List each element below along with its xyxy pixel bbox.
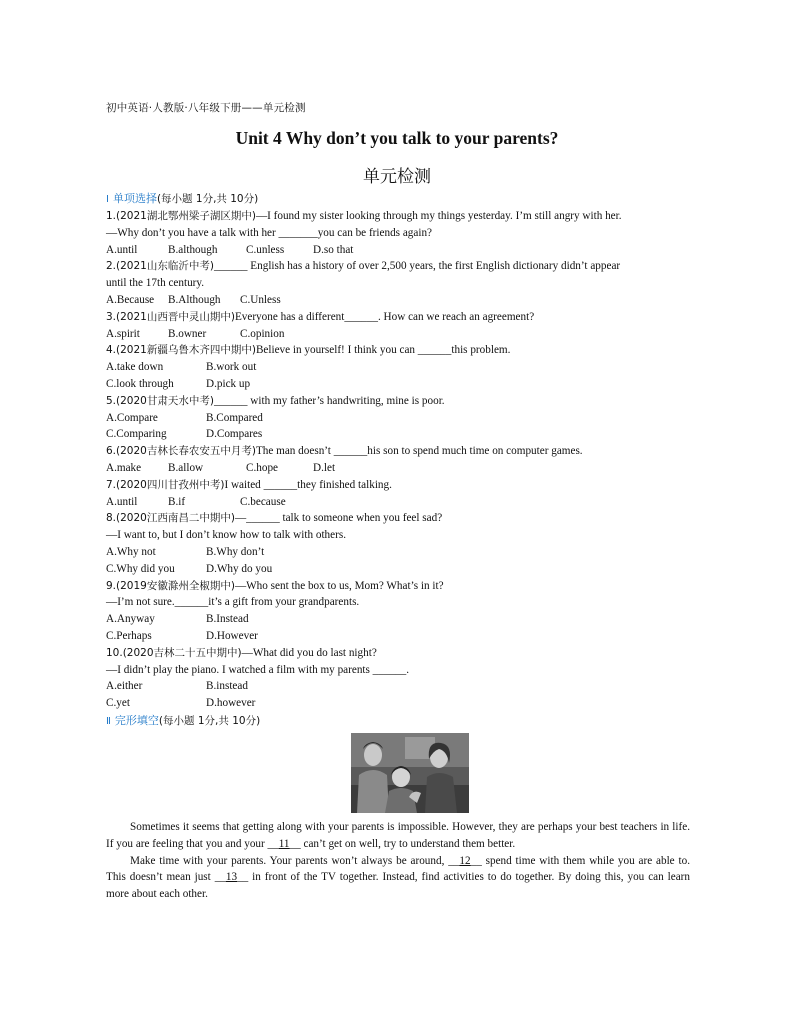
question-stem bbox=[106, 208, 706, 225]
question-source: 4.(2021新疆乌鲁木齐四中期中) bbox=[106, 344, 256, 357]
option-row bbox=[106, 410, 706, 427]
answer-option: D.let bbox=[313, 461, 336, 474]
question-text: —______ talk to someone when you feel sad? bbox=[234, 512, 443, 525]
answer-option: D.Compares bbox=[206, 428, 263, 441]
question-source: 3.(2021山西晋中灵山期中) bbox=[106, 310, 235, 323]
answer-option: B.although bbox=[168, 243, 218, 256]
answer-option: A.Because bbox=[106, 293, 155, 306]
question-source: 8.(2020江西南昌二中期中) bbox=[106, 512, 235, 525]
answer-option: C.because bbox=[240, 495, 286, 508]
passage-text: __ spend time with them while you are able to. This doesn’t mean just __ bbox=[106, 854, 690, 884]
passage-text: __ can’t get on well, try to understand them better. bbox=[289, 837, 516, 850]
answer-option: B.Instead bbox=[206, 613, 249, 626]
question-stem bbox=[106, 393, 706, 410]
answer-option: B.Although bbox=[168, 293, 221, 306]
question-text: Everyone has a different______. How can we reach an agreement? bbox=[234, 310, 535, 323]
answer-option: A.make bbox=[106, 461, 142, 474]
option-row bbox=[106, 426, 706, 443]
option-row bbox=[106, 695, 706, 712]
family-illustration bbox=[351, 733, 469, 813]
section-numeral: Ⅰ bbox=[106, 194, 109, 205]
section-heading-single-choice bbox=[106, 190, 258, 206]
answer-option: C.look through bbox=[106, 377, 174, 390]
answer-option: A.Compare bbox=[106, 411, 158, 424]
question-source: 10.(2020吉林二十五中期中) bbox=[106, 646, 242, 659]
answer-option: A.until bbox=[106, 495, 138, 508]
blank-number: 11 bbox=[278, 837, 290, 850]
answer-option: B.if bbox=[168, 495, 186, 508]
question-text: The man doesn’t ______his son to spend much time on computer games. bbox=[255, 445, 583, 458]
answer-option: C.hope bbox=[246, 461, 279, 474]
answer-option: A.either bbox=[106, 680, 143, 693]
answer-option: A.until bbox=[106, 243, 138, 256]
question-text: —I found my sister looking through my things yesterday. I’m still angry with her. bbox=[255, 210, 622, 222]
section-numeral: Ⅱ bbox=[106, 716, 111, 727]
question-source: 5.(2020甘肃天水中考) bbox=[106, 394, 214, 407]
question-text: Believe in yourself! I think you can ______this problem. bbox=[255, 344, 511, 357]
option-row bbox=[106, 544, 706, 561]
answer-option: B.Compared bbox=[206, 411, 263, 424]
question-stem bbox=[106, 510, 706, 527]
answer-option: B.allow bbox=[168, 461, 204, 474]
question-item bbox=[106, 645, 706, 712]
answer-option: B.work out bbox=[206, 361, 257, 374]
question-line: —Why don’t you have a talk with her _______you can be friends again? bbox=[106, 226, 433, 239]
passage-text: __ in front of the TV together. Instead, find activities to do together. By doing this, you can learn more about each other. bbox=[106, 871, 690, 901]
question-stem bbox=[106, 477, 706, 494]
answer-option: C.opinion bbox=[240, 327, 285, 340]
section-scoring: (每小题 1分,共 10分) bbox=[156, 193, 259, 205]
option-row bbox=[106, 460, 706, 477]
page-header: 初中英语·人教版·八年级下册——单元检测 bbox=[106, 102, 306, 114]
option-row bbox=[106, 611, 706, 628]
answer-option: C.Why did you bbox=[106, 562, 175, 575]
section-name: 完形填空 bbox=[114, 714, 159, 727]
question-line: until the 17th century. bbox=[106, 277, 205, 290]
passage-paragraph bbox=[106, 853, 690, 903]
question-source: 6.(2020吉林长春农安五中月考) bbox=[106, 445, 256, 458]
answer-option: B.owner bbox=[168, 327, 207, 340]
section-scoring: (每小题 1分,共 10分) bbox=[158, 715, 261, 727]
question-source: 9.(2019安徽滁州全椒期中) bbox=[106, 579, 235, 592]
cloze-passage bbox=[106, 819, 690, 903]
option-row bbox=[106, 242, 706, 259]
question-text: ______ English has a history of over 2,500 years, the first English dictionary didn’t appear bbox=[213, 260, 621, 273]
question-item bbox=[106, 342, 706, 392]
blank-number: 12 bbox=[459, 854, 471, 867]
answer-option: C.unless bbox=[246, 243, 285, 256]
answer-option: D.however bbox=[206, 697, 256, 710]
answer-option: C.Comparing bbox=[106, 428, 167, 441]
answer-option: D.However bbox=[206, 629, 258, 642]
question-stem bbox=[106, 309, 706, 326]
question-text: —What did you do last night? bbox=[241, 646, 377, 659]
question-text: I waited ______they finished talking. bbox=[224, 478, 392, 491]
answer-option: A.spirit bbox=[106, 327, 140, 340]
answer-option: B.instead bbox=[206, 680, 248, 693]
option-row bbox=[106, 628, 706, 645]
answer-option: B.Why don’t bbox=[206, 545, 265, 558]
question-line: —I didn’t play the piano. I watched a film with my parents ______. bbox=[106, 663, 410, 676]
question-line: —I want to, but I don’t know how to talk with others. bbox=[106, 529, 346, 542]
section-name: 单项选择 bbox=[112, 192, 157, 205]
question-source: 2.(2021山东临沂中考) bbox=[106, 260, 214, 273]
option-row bbox=[106, 494, 706, 511]
question-source: 7.(2020四川甘孜州中考) bbox=[106, 478, 225, 491]
answer-option: A.take down bbox=[106, 361, 164, 374]
question-stem bbox=[106, 342, 706, 359]
question-line: —I’m not sure.______it’s a gift from your grandparents. bbox=[106, 596, 360, 609]
question-item bbox=[106, 477, 706, 511]
option-row bbox=[106, 678, 706, 695]
question-item bbox=[106, 208, 706, 258]
option-row bbox=[106, 359, 706, 376]
answer-option: C.Unless bbox=[240, 293, 281, 306]
option-row bbox=[106, 292, 706, 309]
question-text: ______ with my father’s handwriting, mine is poor. bbox=[213, 394, 445, 407]
passage-text: Sometimes it seems that getting along with your parents is impossible. However, they are perhaps your best teachers in life. If you are feeling that you and your __ bbox=[106, 821, 690, 850]
answer-option: D.Why do you bbox=[206, 562, 273, 575]
question-list bbox=[106, 208, 706, 712]
question-item bbox=[106, 258, 706, 308]
answer-option: A.Why not bbox=[106, 545, 156, 558]
answer-option: C.Perhaps bbox=[106, 629, 152, 642]
question-stem bbox=[106, 645, 706, 662]
test-subtitle: 单元检测 bbox=[363, 167, 431, 187]
passage-paragraph bbox=[106, 819, 690, 853]
passage-text: Make time with your parents. Your parents won’t always be around, __ bbox=[130, 854, 460, 867]
question-text: —Who sent the box to us, Mom? What’s in it? bbox=[234, 579, 444, 592]
answer-option: A.Anyway bbox=[106, 613, 155, 626]
section-heading-cloze bbox=[106, 712, 260, 728]
answer-option: D.so that bbox=[313, 243, 354, 256]
option-row bbox=[106, 376, 706, 393]
question-source: 1.(2021湖北鄂州梁子湖区期中) bbox=[106, 210, 256, 222]
question-item bbox=[106, 309, 706, 343]
question-stem bbox=[106, 443, 706, 460]
question-item bbox=[106, 393, 706, 443]
question-stem bbox=[106, 258, 706, 275]
question-item bbox=[106, 578, 706, 645]
option-row bbox=[106, 561, 706, 578]
option-row bbox=[106, 326, 706, 343]
question-item bbox=[106, 510, 706, 577]
answer-option: C.yet bbox=[106, 697, 130, 710]
blank-number: 13 bbox=[225, 871, 238, 884]
question-item bbox=[106, 443, 706, 477]
answer-option: D.pick up bbox=[206, 377, 251, 390]
question-stem bbox=[106, 578, 706, 595]
unit-title: Unit 4 Why don’t you talk to your parents? bbox=[235, 128, 559, 148]
